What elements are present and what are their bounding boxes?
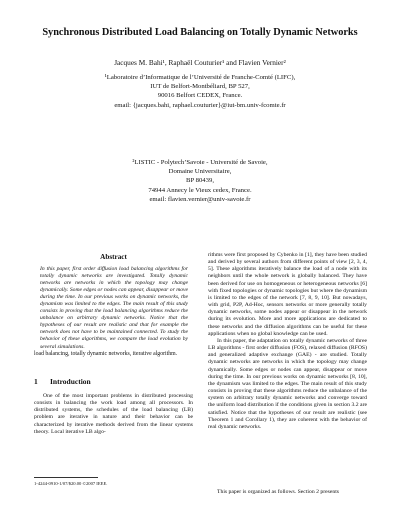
affiliation-1 bbox=[20, 73, 380, 110]
affiliation-2 bbox=[20, 158, 380, 204]
affiliation-2-line: ²LISTIC - Polytech’Savoie - Université de Savoie, bbox=[132, 159, 268, 166]
introduction-paragraph: One of the most important problems in distributed processing consists in balancing the work load among all processors. In distributed systems, the schedules of the load balancing (LB) problem are iterative in nature and their behavior can be characterized by iterative methods derived from the linear systems theory. Local iterative LB algo- bbox=[34, 393, 193, 435]
affiliation-2-line: 74944 Annecy le Vieux cedex, France. bbox=[148, 186, 252, 194]
affiliation-1-line: IUT de Belfort-Montbéliard, BP 527, bbox=[150, 83, 250, 91]
affiliation-2-line: Domaine Universitaire, bbox=[168, 168, 232, 176]
author-list: Jacques M. Bahi¹, Raphaël Couturier¹ and Flavien Vernier² bbox=[114, 58, 286, 67]
affiliation-1-line: ¹Laboratoire d’Informatique de l’Université de Franche-Comté (LIFC), bbox=[104, 74, 296, 81]
copyright-footer: 1-4244-0910-1/07/$20.00 ©2007 IEEE. bbox=[34, 481, 108, 486]
affiliation-1-line: 90016 Belfort CEDEX, France. bbox=[157, 92, 243, 100]
section-heading-introduction bbox=[34, 377, 193, 386]
abstract-text: In this paper, first order diffusion load balancing algorithms for totally dynamic networks are investigated. Totally dynamic networks are networks in which the topology may change dynamically. Some edges or nodes can appear, disappear or move during the time. In our previous works on dynamic networks, the dynamism was limited to the edges. The main result of this study consists in proving that the load balancing algorithms reduce the unbalance on arbitrary dynamic networks. Notice that the hypotheses of our result are realistic and that for example the network does not have to be maintained connected. To study the behavior of these algorithms, we compare the load evolution by several simulations. bbox=[40, 266, 188, 350]
abstract-heading: Abstract bbox=[100, 253, 127, 261]
section-number: 1 bbox=[34, 377, 38, 386]
footnote-rule bbox=[34, 477, 98, 478]
section-title: Introduction bbox=[50, 377, 91, 386]
right-column-paragraph: This paper is organized as follows. Section 2 presents bbox=[217, 489, 339, 495]
affiliation-1-email: email: {jacques.bahi, raphael.couturier}@iut-bm.univ-fcomte.fr bbox=[114, 101, 286, 109]
keywords: load balancing, totally dynamic networks, iterative algorithm. bbox=[34, 351, 178, 357]
affiliation-2-email: email: flavien.vernier@univ-savoie.fr bbox=[149, 195, 251, 203]
right-column-paragraph: rithms were first proposed by Cybenko in [1], they have been studied and derived by several authors from different points of view [2, 3, 4, 5]. These algorithms iteratively balance the load of a node with its neighbors until the whole network is globally balanced. They have been derived for use on homogeneous or heterogeneous networks [6] with fixed topologies or dynamic topologies but where the dynamism is limited to the edges of the network [7, 8, 9, 10]. But nowadays, with grid, P2P, Ad-Hoc, sensors networks or more generally totally dynamic networks, some nodes appear or disappear in the network during its evolution. More and more applications are dedicated to these networks and the diffusion algorithms can be useful for these applications when no global knowledge can be used. bbox=[208, 252, 367, 337]
affiliation-2-line: BP 80439, bbox=[186, 177, 214, 185]
right-column-paragraph: In this paper, the adaptation on totally dynamic networks of three LB algorithms - first order diffusion (FOS), relaxed diffusion (RFOS) and generalized adaptive exchange (GAE) - are studied. Totally dynamic networks are networks in which the topology may change dynamically. Some edges or nodes can appear, disappear or move during the time. In our previous works on dynamic networks [8, 10], the dynamism was limited to the edges. The main result of this study consists in proving that these algorithms reduce the unbalance of the system on arbitrary totally dynamic networks and converge toward the uniform load distribution if the conditions given in section 3.2 are satisfied. Notice that the hypotheses of our result are realistic (see Theorem 1 and Corollary 1), they are coherent with the behavior of real dynamic networks. bbox=[208, 338, 367, 430]
paper-title: Synchronous Distributed Load Balancing on Totally Dynamic Networks bbox=[42, 27, 358, 38]
